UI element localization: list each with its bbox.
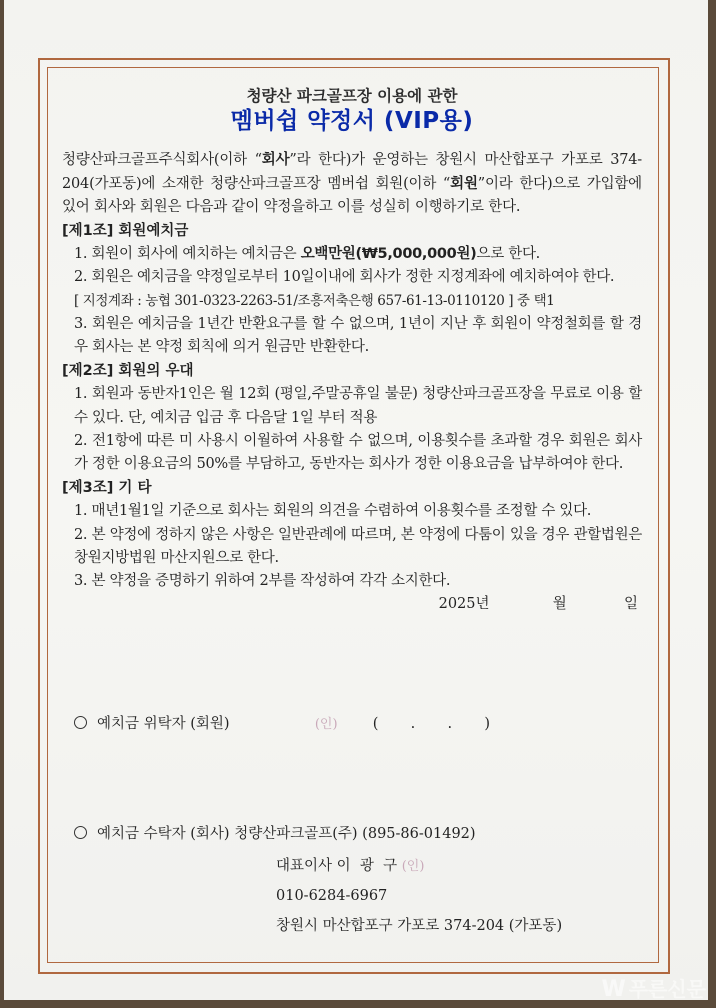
article1-item1-end: 으로 한다. — [476, 246, 540, 263]
document-content — [62, 85, 642, 934]
article2-item1: 1. 회원과 동반자1인은 월 12회 (평일,주말공휴일 불문) 청량산파크골프장을 무료로 이용 할 수 있다. 단, 예치금 입금 후 다음달 1일 부터 적용 — [74, 386, 642, 426]
article1-item1-text: 1. 회원이 회사에 예치하는 예치금은 — [74, 246, 301, 263]
article1-heading: [제1조] 회원예치금 — [62, 223, 189, 240]
trustee-phone: 010-6284-6967 — [276, 888, 388, 904]
watermark-logo: W — [601, 977, 626, 1002]
intro-text-1: 청량산파크골프주식회사(이하 “ — [62, 152, 262, 169]
date-day: 일 — [623, 596, 638, 613]
circle-bullet-icon — [74, 716, 87, 729]
trustee-company: 청량산파크골프(주) (895-86-01492) — [234, 826, 476, 842]
trustee-seal: (인) — [401, 859, 425, 874]
article1-item3: 3. 회원은 예치금을 1년간 반환요구를 할 수 없으며, 1년이 지난 후 회원이 약정철회를 할 경우 회사는 본 약정 회칙에 의거 원금만 반환한다. — [74, 315, 642, 356]
article2-item2: 2. 전1항에 따른 미 사용시 이월하여 사용할 수 없으며, 이용횟수를 초과할 경우 회원은 회사가 정한 이용요금의 50%를 부담하고, 동반자는 회사가 정한 이용요금을 납부하여야 한다. — [74, 432, 642, 473]
trustee-label: 예치금 수탁자 (회사) — [97, 826, 230, 842]
document-subtitle: 청량산 파크골프장 이용에 관한 — [246, 87, 458, 105]
article3-item1: 1. 매년1월1일 기준으로 회사는 회원의 의견을 수렴하여 이용횟수를 조정할 수 있다. — [74, 503, 592, 520]
depositor-id-blank: ( . . ) — [372, 716, 491, 732]
date-year: 2025년 — [438, 596, 490, 613]
article1-item2: 2. 회원은 예치금을 약정일로부터 10일이내에 회사가 정한 지정계좌에 예치하여야 한다. — [74, 269, 615, 286]
deposit-amount: 오백만원(₩5,000,000원) — [300, 246, 477, 263]
intro-company-term: 회사 — [261, 152, 290, 169]
depositor-seal: (인) — [314, 717, 338, 732]
intro-text-3: ”이라 한다)으로 가입함에 있어 회사와 회원은 다음과 같이 약정을하고 이를 성실히 이행하기로 한다. — [62, 175, 642, 215]
intro-text-2: ”라 한다)가 운영하는 창원시 마산합포구 가포로 374-204(가포동)에 소재한 청량산파크골프장 멤버쉽 회원(이하 “ — [62, 152, 642, 192]
news-watermark — [601, 973, 706, 1002]
article3-item3: 3. 본 약정을 증명하기 위하여 2부를 작성하여 각각 소지한다. — [74, 573, 451, 590]
intro-paragraph — [62, 149, 642, 219]
depositor-label: 예치금 위탁자 (회원) — [97, 716, 230, 732]
article2-heading: [제2조] 회원의 우대 — [62, 363, 194, 380]
bank-account-note: [ 지정계좌 : 농협 301-0323-2263-51/조흥저축은행 657-61-13-0110120 ] 중 택1 — [74, 292, 555, 309]
article1-item1 — [62, 243, 642, 266]
document-title: 멤버쉽 약정서 (VIP용) — [230, 108, 474, 135]
date-month: 월 — [552, 596, 567, 613]
contract-date — [62, 593, 642, 616]
depositor-signature-line — [74, 713, 490, 736]
circle-bullet-icon — [74, 826, 87, 839]
article3-item2: 2. 본 약정에 정하지 않은 사항은 일반관례에 따르며, 본 약정에 다툼이 있을 경우 관할법원은 창원지방법원 마산지원으로 한다. — [74, 526, 642, 566]
trustee-address: 창원시 마산합포구 가포로 374-204 (가포동) — [276, 918, 563, 934]
watermark-text: 푸른신문 — [628, 977, 706, 1001]
trustee-ceo: 대표이사 이 광 구 — [276, 858, 398, 874]
intro-member-term: 회원 — [450, 175, 478, 192]
trustee-signature-line — [74, 823, 476, 846]
trustee-ceo-line — [276, 855, 424, 878]
article3-heading: [제3조] 기 타 — [62, 480, 152, 497]
